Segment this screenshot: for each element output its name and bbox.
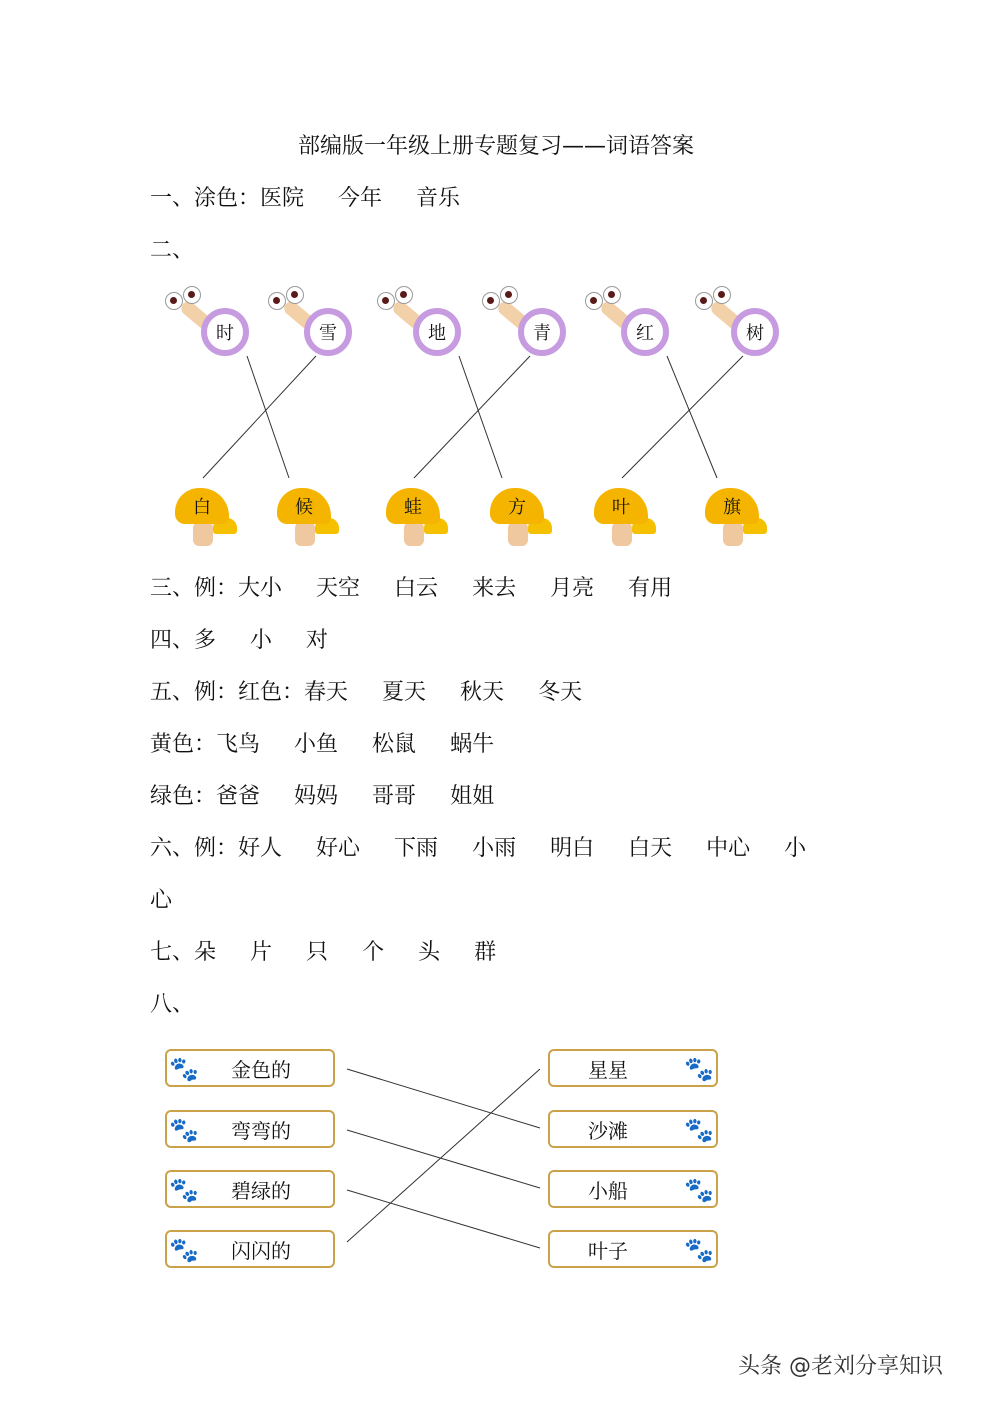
snail-character: 红 bbox=[636, 323, 654, 344]
word: 春天 bbox=[304, 680, 349, 705]
match-line bbox=[347, 1069, 540, 1242]
section-8-label: 八、 bbox=[150, 992, 195, 1017]
adjective-text: 弯弯的 bbox=[231, 1118, 291, 1143]
word: 小 bbox=[784, 836, 807, 861]
word: 下雨 bbox=[394, 836, 439, 861]
word: 大小 bbox=[238, 576, 283, 601]
word: 医院 bbox=[260, 186, 305, 211]
section-label: 四、 bbox=[150, 628, 195, 653]
paw-icon: 🐾 bbox=[684, 1236, 714, 1264]
section-label: 七、 bbox=[150, 940, 195, 965]
match-line bbox=[414, 356, 530, 478]
snail-character: 地 bbox=[428, 323, 446, 344]
section-label: 六、例： bbox=[150, 836, 239, 861]
watermark: 头条 @老刘分享知识 bbox=[738, 1354, 943, 1379]
section-label: 一、涂色： bbox=[150, 186, 261, 211]
section-label: 绿色： bbox=[150, 784, 217, 809]
snail-character: 树 bbox=[746, 323, 764, 344]
match-line bbox=[622, 356, 743, 478]
word: 来去 bbox=[472, 576, 517, 601]
paw-icon: 🐾 bbox=[684, 1176, 714, 1204]
word: 秋天 bbox=[460, 680, 505, 705]
word: 冬天 bbox=[538, 680, 583, 705]
word: 小 bbox=[250, 628, 273, 653]
word: 头 bbox=[418, 940, 441, 965]
word: 姐姐 bbox=[450, 784, 495, 809]
paw-icon: 🐾 bbox=[169, 1116, 199, 1144]
adjective-text: 金色的 bbox=[231, 1057, 291, 1082]
adjective-text: 闪闪的 bbox=[231, 1238, 291, 1263]
match-line bbox=[203, 356, 316, 478]
word: 明白 bbox=[550, 836, 595, 861]
section-2-label: 二、 bbox=[150, 238, 195, 263]
adjective-text: 碧绿的 bbox=[231, 1178, 291, 1203]
snail-character: 雪 bbox=[319, 323, 337, 344]
word: 群 bbox=[474, 940, 497, 965]
word: 小雨 bbox=[472, 836, 517, 861]
word: 白云 bbox=[394, 576, 439, 601]
word: 夏天 bbox=[382, 680, 427, 705]
mushroom-character: 叶 bbox=[612, 497, 630, 518]
mushroom-character: 方 bbox=[508, 497, 526, 518]
word: 哥哥 bbox=[372, 784, 417, 809]
section-label: 三、例： bbox=[150, 576, 239, 601]
mushroom-character: 旗 bbox=[723, 497, 741, 518]
word: 蜗牛 bbox=[450, 732, 495, 757]
paw-icon: 🐾 bbox=[684, 1116, 714, 1144]
mushroom-character: 白 bbox=[193, 497, 211, 518]
word: 对 bbox=[306, 628, 329, 653]
word: 多 bbox=[194, 628, 217, 653]
page-title: 部编版一年级上册专题复习——词语答案 bbox=[297, 134, 694, 159]
mushroom-character: 候 bbox=[295, 497, 313, 518]
noun-text: 小船 bbox=[588, 1178, 628, 1203]
section-label: 黄色： bbox=[150, 732, 217, 757]
snail-character: 时 bbox=[216, 323, 234, 344]
match-line bbox=[459, 356, 502, 478]
match-line bbox=[247, 356, 289, 478]
match-line bbox=[347, 1069, 540, 1128]
word: 飞鸟 bbox=[216, 732, 261, 757]
paw-icon: 🐾 bbox=[169, 1055, 199, 1083]
word: 妈妈 bbox=[294, 784, 339, 809]
section-label: 五、例：红色： bbox=[150, 680, 305, 705]
word: 好人 bbox=[238, 836, 283, 861]
noun-text: 星星 bbox=[588, 1057, 628, 1082]
match-line bbox=[667, 356, 717, 478]
snail-character: 青 bbox=[533, 323, 551, 344]
section-6-wrap: 心 bbox=[150, 888, 173, 913]
word: 朵 bbox=[194, 940, 217, 965]
word: 有用 bbox=[628, 576, 673, 601]
word: 片 bbox=[250, 940, 273, 965]
word: 今年 bbox=[338, 186, 383, 211]
paw-icon: 🐾 bbox=[169, 1176, 199, 1204]
word: 个 bbox=[362, 940, 385, 965]
word: 只 bbox=[306, 940, 329, 965]
word: 小鱼 bbox=[294, 732, 339, 757]
word: 好心 bbox=[316, 836, 361, 861]
word: 月亮 bbox=[550, 576, 595, 601]
word: 松鼠 bbox=[372, 732, 417, 757]
word: 天空 bbox=[316, 576, 361, 601]
noun-text: 叶子 bbox=[588, 1238, 628, 1263]
paw-icon: 🐾 bbox=[684, 1055, 714, 1083]
match-line bbox=[347, 1130, 540, 1188]
word: 爸爸 bbox=[216, 784, 261, 809]
word: 音乐 bbox=[416, 186, 461, 211]
noun-text: 沙滩 bbox=[588, 1118, 628, 1143]
mushroom-character: 蛙 bbox=[404, 497, 422, 518]
word: 中心 bbox=[706, 836, 751, 861]
paw-icon: 🐾 bbox=[169, 1236, 199, 1264]
word: 白天 bbox=[628, 836, 673, 861]
match-line bbox=[347, 1190, 540, 1248]
